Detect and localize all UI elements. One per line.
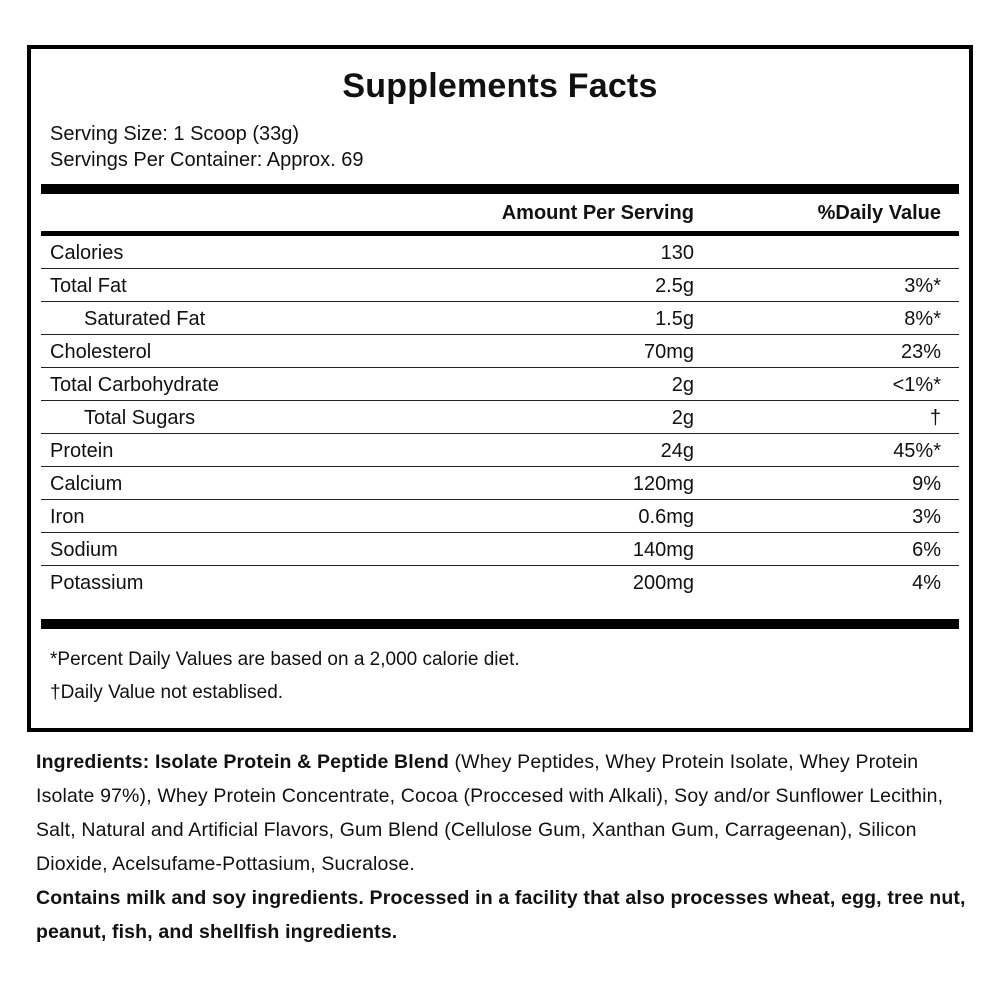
table-row: [41, 368, 959, 401]
nutrient-name: Total Sugars: [84, 407, 196, 429]
nutrient-name: Calories: [50, 242, 124, 264]
nutrient-daily-value: 8%*: [904, 308, 941, 330]
table-row: [41, 566, 959, 599]
nutrient-daily-value: 4%: [912, 572, 941, 594]
bottom-thick-rule: [41, 619, 959, 629]
nutrient-daily-value: †: [929, 407, 941, 429]
nutrient-amount: 0.6mg: [638, 506, 694, 528]
ingredients-label: Ingredients:: [36, 751, 150, 773]
dagger-footnote: †Daily Value not establised.: [50, 682, 284, 703]
blend-name: Isolate Protein & Peptide Blend: [154, 751, 449, 773]
daily-value-header: %Daily Value: [817, 202, 941, 224]
table-row: [41, 269, 959, 302]
nutrient-name: Total Carbohydrate: [50, 374, 219, 396]
nutrient-name: Total Fat: [50, 275, 127, 297]
table-row: [41, 467, 959, 500]
table-row: [41, 302, 959, 335]
nutrient-amount: 130: [660, 242, 694, 264]
nutrient-daily-value: <1%*: [892, 374, 941, 396]
nutrient-amount: 200mg: [632, 572, 694, 594]
table-row: [41, 500, 959, 533]
table-row: [41, 434, 959, 467]
nutrient-daily-value: 9%: [912, 473, 941, 495]
nutrient-amount: 140mg: [632, 539, 694, 561]
nutrient-name: Protein: [50, 440, 114, 462]
top-thick-rule: [41, 184, 959, 194]
nutrient-table: [41, 236, 959, 599]
servings-per-container: Servings Per Container: Approx. 69: [50, 149, 364, 171]
table-row: [41, 335, 959, 368]
nutrient-amount: 70mg: [643, 341, 694, 363]
percent-daily-footnote: *Percent Daily Values are based on a 2,000 calorie diet.: [50, 649, 520, 670]
nutrient-name: Cholesterol: [50, 341, 152, 363]
allergen-statement: Contains milk and soy ingredients. Processed in a facility that also processes wheat, egg, tree nut, peanut, fish, and shellfish ingredients.: [36, 887, 966, 943]
nutrient-amount: 2g: [671, 374, 694, 396]
ingredients-text: (Whey Peptides, Whey Protein Isolate, Whey Protein Isolate 97%), Whey Protein Concentrate, Cocoa (Proccesed with Alkali), Soy and/or Sunflower Lecithin, Salt, Natural and Artificial Flavors, Gum Blend (Cellulose Gum, Xanthan Gum, Carrageenan), Silicon Dioxide, Acelsufame-Pottasium, Sucralose.: [36, 751, 944, 875]
nutrient-amount: 2.5g: [655, 275, 694, 297]
nutrient-name: Calcium: [50, 473, 123, 495]
nutrient-amount: 24g: [660, 440, 694, 462]
nutrient-name: Sodium: [50, 539, 118, 561]
table-row: [41, 533, 959, 566]
nutrient-name: Iron: [50, 506, 85, 528]
nutrient-daily-value: 6%: [912, 539, 941, 561]
nutrient-name: Saturated Fat: [84, 308, 206, 330]
ingredients-block: [36, 745, 971, 949]
supplement-facts-panel: [27, 45, 973, 732]
nutrient-daily-value: 23%: [900, 341, 941, 363]
nutrient-daily-value: 3%*: [904, 275, 941, 297]
nutrient-amount: 1.5g: [655, 308, 694, 330]
nutrient-daily-value: 45%*: [893, 440, 941, 462]
nutrient-daily-value: 3%: [912, 506, 941, 528]
serving-size: Serving Size: 1 Scoop (33g): [50, 123, 300, 145]
nutrient-name: Potassium: [50, 572, 144, 594]
panel-title: Supplements Facts: [342, 67, 658, 105]
nutrient-amount: 2g: [671, 407, 694, 429]
table-row: [41, 401, 959, 434]
amount-per-serving-header: Amount Per Serving: [501, 202, 694, 224]
table-row: [41, 236, 959, 269]
nutrient-amount: 120mg: [632, 473, 694, 495]
